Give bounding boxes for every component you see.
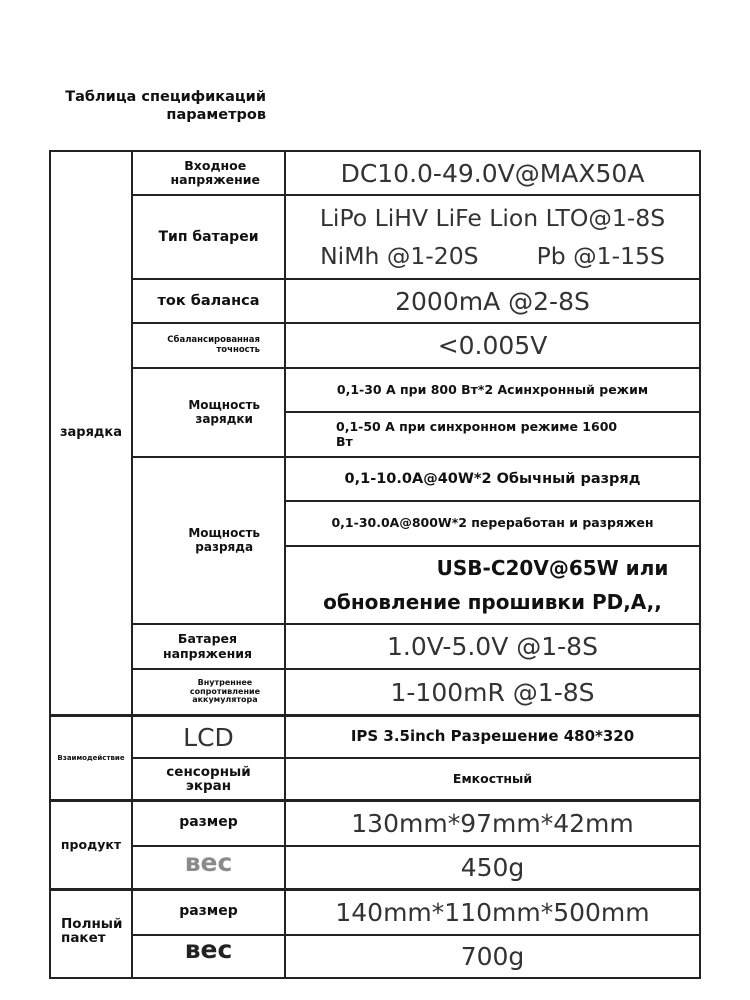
page-title — [52, 88, 266, 124]
product-size-label: размер — [132, 802, 285, 846]
internal-resistance-label: Внутреннее сопротивление аккумулятора — [132, 669, 285, 717]
product-size-value: 130mm*97mm*42mm — [285, 802, 701, 846]
title-line-1: Таблица спецификаций — [65, 89, 266, 105]
discharge-power-value-1: 0,1-10.0A@40W*2 Обычный разряд — [285, 457, 701, 501]
balance-current-label: ток баланса — [132, 279, 285, 323]
battery-type-value: LiPo LiHV LiFe Lion LTO@1-8S NiMh @1-20S Pb @1-15S — [285, 195, 701, 279]
discharge-power-value-2: 0,1-30.0A@800W*2 переработан и разряжен — [285, 501, 701, 546]
group-charging — [49, 150, 132, 717]
group-product-label: продукт — [60, 836, 122, 852]
group-interaction — [49, 717, 132, 802]
lcd-label: LCD — [132, 717, 285, 758]
product-weight-label: вес — [132, 846, 285, 891]
group-interaction-label: Взаимодействие — [57, 753, 125, 762]
battery-voltage-value: 1.0V-5.0V @1-8S — [285, 624, 701, 669]
group-package-label: Полный пакет — [61, 916, 123, 947]
input-voltage-label: Входное напряжение — [132, 150, 285, 195]
charge-power-label: Мощность зарядки — [132, 368, 285, 457]
package-weight-label: вес — [132, 935, 285, 979]
package-size-value: 140mm*110mm*500mm — [285, 891, 701, 935]
discharge-power-label: Мощность разряда — [132, 457, 285, 624]
touchscreen-label: сенсорный экран — [132, 758, 285, 802]
charge-power-value-2: 0,1-50 А при синхронном режиме 1600 Вт — [285, 412, 701, 457]
internal-resistance-value: 1-100mR @1-8S — [285, 669, 701, 717]
discharge-power-value-3: USB-C20V@65W или обновление прошивки PD,A,, — [285, 546, 701, 624]
balance-accuracy-label: Сбалансированная точность — [132, 323, 285, 368]
package-size-label: размер — [132, 891, 285, 935]
product-weight-value: 450g — [285, 846, 701, 891]
battery-type-label: Тип батареи — [132, 195, 285, 279]
balance-current-value: 2000mA @2-8S — [285, 279, 701, 323]
lcd-value: IPS 3.5inch Разрешение 480*320 — [285, 717, 701, 758]
group-charging-label: зарядка — [59, 424, 123, 440]
title-line-2: параметров — [166, 107, 266, 123]
battery-voltage-label: Батарея напряжения — [132, 624, 285, 669]
package-weight-value: 700g — [285, 935, 701, 979]
input-voltage-value: DC10.0-49.0V@MAX50A — [285, 150, 701, 195]
balance-accuracy-value: <0.005V — [285, 323, 701, 368]
touchscreen-value: Емкостный — [285, 758, 701, 802]
group-package — [49, 891, 132, 979]
charge-power-value-1: 0,1-30 А при 800 Вт*2 Асинхронный режим — [285, 368, 701, 412]
group-product — [49, 802, 132, 891]
